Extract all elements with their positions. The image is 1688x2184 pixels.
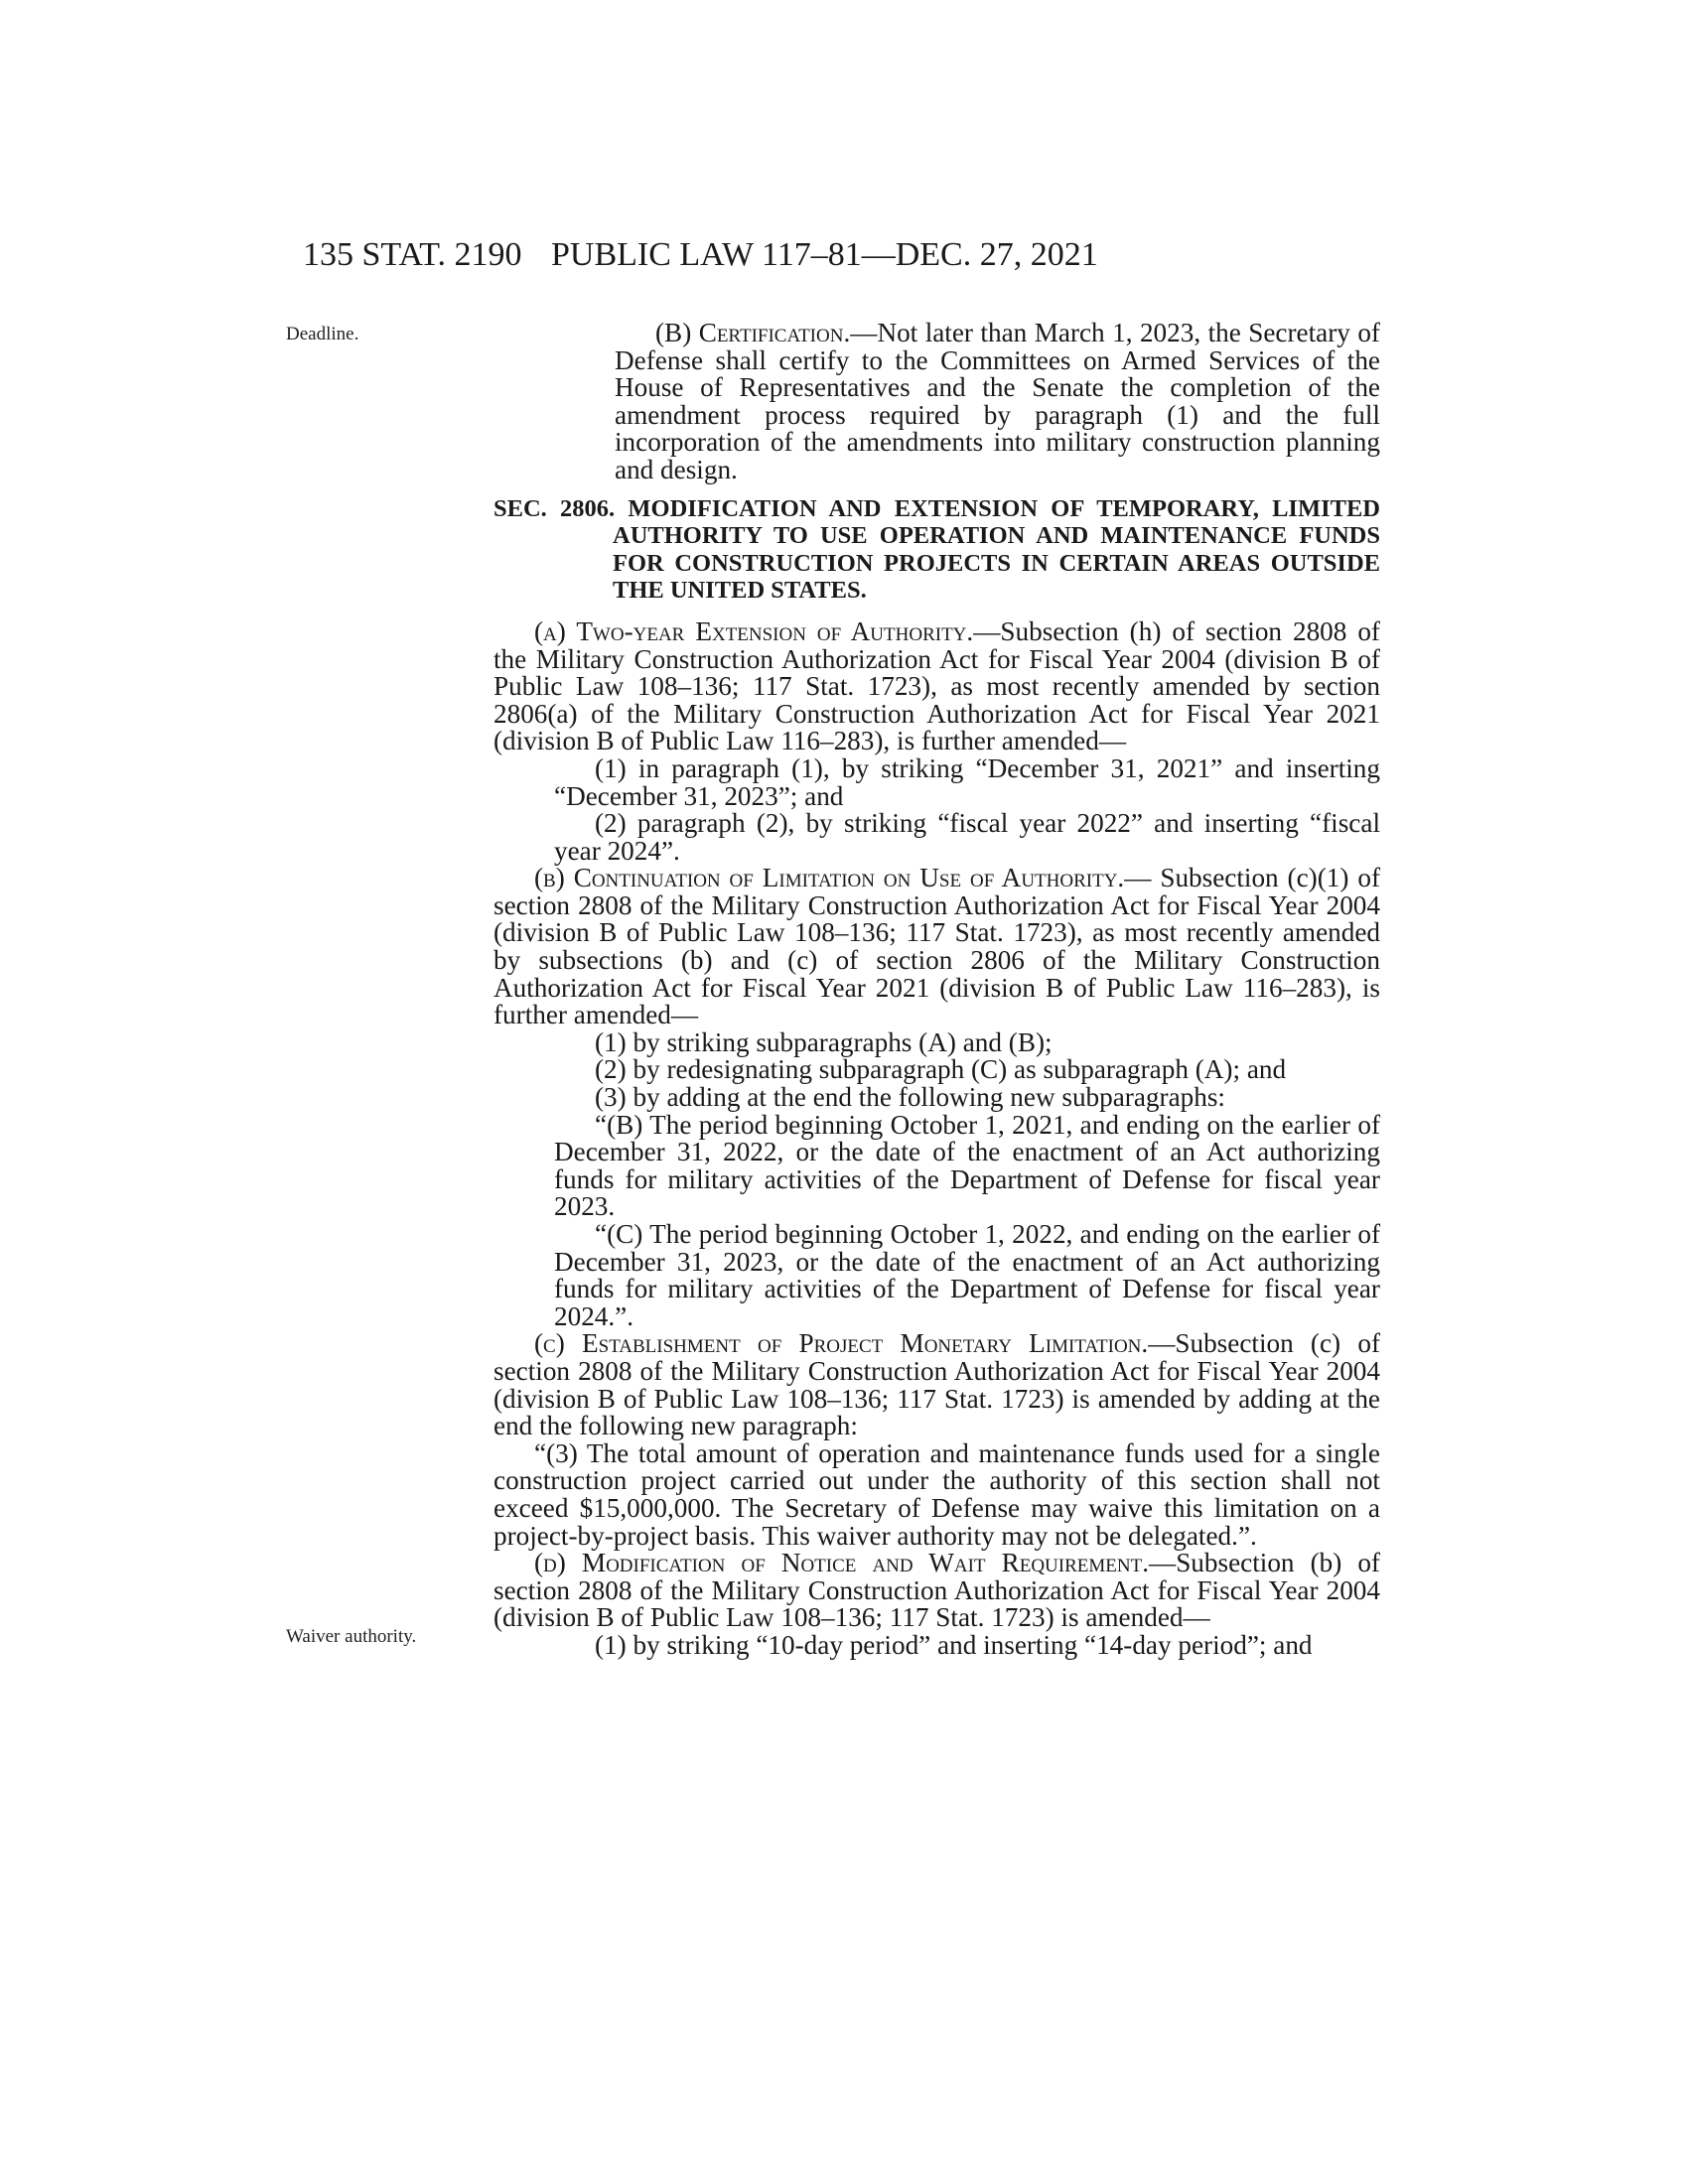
- paragraph-c3: “(3) The total amount of operation and maintenance funds used for a single construction project carried out under the authority of this section shall not exceed $15,000,000. The Secretary of Defense may waive this limitation on a project-by-project basis. This waiver authority may not be delegated.”.: [493, 1437, 1380, 1551]
- paragraph-d1: (1) by striking “10-day period” and inserting “14-day period”; and: [595, 1629, 1313, 1660]
- subsection-b: [493, 865, 1380, 1029]
- subsection-c-text: —Subsection (c) of section 2808 of the Military Construction Authorization Act for Fiscal Year 2004 (division B of Public Law 108–136; 117 Stat. 1723) is amended by adding at the end the following new paragraph:: [493, 1328, 1381, 1441]
- section-heading: SEC. 2806. MODIFICATION AND EXTENSION OF TEMPORARY, LIMITED AUTHORITY TO USE OPERATION AND MAINTENANCE FUNDS FOR CONSTRUCTION PROJECTS IN CERTAIN AREAS OUTSIDE THE UNITED STATES.: [493, 494, 1380, 605]
- subsection-d-heading: (d) Modification of Notice and Wait Requirement.: [534, 1548, 1149, 1578]
- subparagraph-b3-C: “(C) The period beginning October 1, 2022, and ending on the earlier of December 31, 2023, or the date of the enactment of an Act authorizing funds for military activities of the Department of Defense for fiscal year 2024.”.: [554, 1219, 1380, 1331]
- subsection-a-text: —Subsection (h) of section 2808 of the Military Construction Authorization Act for Fiscal Year 2004 (division B of Public Law 108–136; 117 Stat. 1723), as most recently amended by section 2806(a) of the Military Construction Authorization Act for Fiscal Year 2021 (division B of Public Law 116–283), is further amended—: [493, 615, 1380, 756]
- certification-paragraph: [493, 320, 1380, 484]
- subsection-a-heading: (a) Two-year Extension of Authority.: [534, 615, 974, 646]
- margin-note-waiver-authority: Waiver authority.: [286, 1626, 417, 1647]
- paragraph-b3: (3) by adding at the end the following new subparagraphs:: [595, 1082, 1225, 1113]
- subsection-d: [493, 1550, 1380, 1632]
- paragraph-b1: (1) by striking subparagraphs (A) and (B);: [595, 1026, 1053, 1057]
- subsection-d-text: —Subsection (b) of section 2808 of the Military Construction Authorization Act for Fiscal Year 2004 (division B of Public Law 108–136; 117 Stat. 1723) is amended—: [493, 1548, 1380, 1633]
- subsection-b-heading: (b) Continuation of Limitation on Use of Authority.: [534, 863, 1125, 893]
- paragraph-a2: (2) paragraph (2), by striking “fiscal year 2022” and inserting “fiscal year 2024”.: [554, 808, 1380, 866]
- page-header: [0, 236, 1688, 286]
- public-law-title: PUBLIC LAW 117–81—DEC. 27, 2021: [551, 236, 1098, 273]
- document-body: [493, 320, 1380, 1660]
- subsection-b-text: — Subsection (c)(1) of section 2808 of the Military Construction Authorization Act for Fiscal Year 2004 (division B of Public Law 108–136; 117 Stat. 1723), as most recently amended by subsections (b) and (c) of section 2806 of the Military Construction Authorization Act for Fiscal Year 2021 (division B of Public Law 116–283), is further amended—: [493, 863, 1380, 1030]
- subsection-c: [493, 1330, 1380, 1439]
- margin-note-deadline: Deadline.: [286, 324, 359, 344]
- certification-heading: (B) Certification.: [655, 318, 851, 347]
- paragraph-b2: (2) by redesignating subparagraph (C) as subparagraph (A); and: [595, 1054, 1287, 1085]
- subparagraph-b3-B: “(B) The period beginning October 1, 2021, and ending on the earlier of December 31, 2022, or the date of the enactment of an Act authorizing funds for military activities of the Department of Defense for fiscal year 2023.: [554, 1109, 1380, 1222]
- certification-text: —Not later than March 1, 2023, the Secretary of Defense shall certify to the Committees on Armed Services of the House of Representatives and the Senate the completion of the amendment process required by paragraph (1) and the full incorporation of the amendments into military construction planning and design.: [615, 318, 1380, 484]
- statute-page-number: 135 STAT. 2190: [303, 236, 522, 273]
- subsection-a: [493, 615, 1380, 756]
- subsection-c-heading: (c) Establishment of Project Monetary Limitation.: [534, 1328, 1149, 1359]
- paragraph-a1: (1) in paragraph (1), by striking “December 31, 2021” and inserting “December 31, 2023”; and: [554, 752, 1380, 811]
